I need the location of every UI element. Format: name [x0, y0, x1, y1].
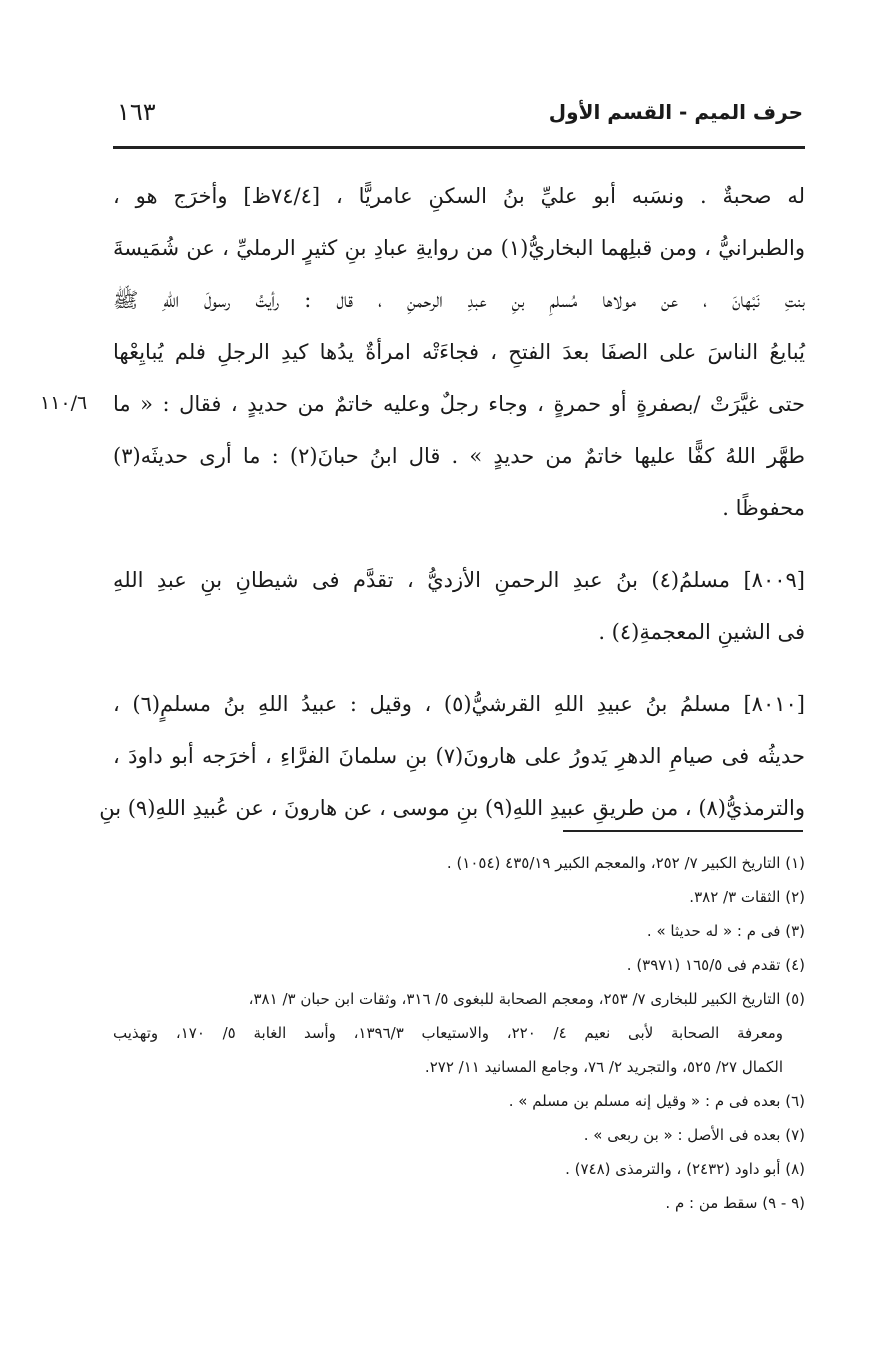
footnote: (٣) فى م : « له حديثا » . — [646, 922, 805, 940]
entry-line: [٨٠٠٩] مسلمُ(٤) بنُ عبدِ الرحمنِ الأزديُّ ، تقدَّم فى شيطانِ بنِ عبدِ اللهِ — [113, 568, 805, 592]
main-text — [99, 170, 805, 834]
footnote-continuation: الكمال ٢٧/ ٥٢٥، والتجريد ٢/ ٧٦، وجامع المسانيد ١١/ ٢٧٢. — [424, 1058, 783, 1076]
entry-line: فى الشينِ المعجمةِ(٤) . — [598, 620, 805, 644]
body-line: بنتِ نَبْهانَ ، عن مولاها مُسلمِ بنِ عبدِ الرحمنِ ، قال : رأيتُ رسولَ اللهِ ﷺ — [113, 288, 805, 312]
footnote: (٦) بعده فى م : « وقيل إنه مسلم بن مسلم » . — [508, 1092, 805, 1110]
entry-8010 — [99, 678, 805, 834]
body-line: له صحبةٌ . ونسَبه أبو عليِّ بنُ السكنِ عامريًّا ، [٧٤/٤ظ] وأخرَج هو ، — [113, 184, 805, 208]
footnotes — [113, 846, 805, 1220]
body-line: طهَّر اللهُ كفًّا عليها خاتمٌ من حديدٍ » . قال ابنُ حبانَ(٢) : ما أرى حديثَه(٣) — [113, 444, 805, 468]
body-line: والطبرانيُّ ، ومن قبلِهما البخاريُّ(١) من روايةِ عبادِ بنِ كثيرٍ الرمليِّ ، عن شُمَيسةَ — [113, 236, 805, 260]
entry-line: [٨٠١٠] مسلمُ بنُ عبيدِ اللهِ القرشيُّ(٥) ، وقيل : عبيدُ اللهِ بنُ مسلمٍ(٦) ، — [113, 692, 805, 716]
page-number: ١٦٣ — [117, 98, 156, 126]
footnote: (٨) أبو داود (٢٤٣٢) ، والترمذى (٧٤٨) . — [565, 1160, 805, 1178]
body-line: حتى غيَّرَتْ /بصفرةٍ أو حمرةٍ ، وجاء رجلٌ وعليه خاتمٌ من حديدٍ ، فقال : « ما — [113, 392, 805, 416]
body-line: يُبايعُ الناسَ على الصفَا بعدَ الفتحِ ، فجاءَتْه امرأةٌ يدُها كيدِ الرجلِ فلم يُبايِعْها — [113, 340, 805, 364]
page-header — [113, 96, 803, 136]
entry-line: والترمذيُّ(٨) ، من طريقِ عبيدِ اللهِ(٩) بنِ موسى ، عن هارونَ ، عن عُبيدِ اللهِ(٩) بنِ — [99, 796, 805, 820]
footnote-continuation: ومعرفة الصحابة لأبى نعيم ٤/ ٢٢٠، والاستيعاب ١٣٩٦/٣، وأسد الغابة ٥/ ١٧٠، وتهذيب — [113, 1024, 783, 1042]
body-line: محفوظًا . — [722, 496, 805, 520]
footnote: (٧) بعده فى الأصل : « بن ربعى » . — [583, 1126, 805, 1144]
entry-8009 — [113, 554, 805, 658]
footnote: (١) التاريخ الكبير ٧/ ٢٥٢، والمعجم الكبير ٤٣٥/١٩ (١٠٥٤) . — [446, 854, 805, 872]
running-title: حرف الميم - القسم الأول — [548, 100, 803, 124]
margin-reference: ١١٠/٦ — [40, 392, 88, 414]
footnote: (٩ - ٩) سقط من : م . — [665, 1194, 805, 1212]
entry-line: حديثُه فى صيامِ الدهرِ يَدورُ على هارونَ(٧) بنِ سلمانَ الفرَّاءِ ، أخرَجه أبو داودَ ، — [113, 744, 805, 768]
footnote: (٢) الثقات ٣/ ٣٨٢. — [689, 888, 805, 906]
footnote-separator — [563, 830, 803, 832]
footnote: (٥) التاريخ الكبير للبخارى ٧/ ٢٥٣، ومعجم الصحابة للبغوى ٥/ ٣١٦، وثقات ابن حبان ٣/ ٣٨١، — [248, 990, 805, 1008]
footnote: (٤) تقدم فى ١٦٥/٥ (٣٩٧١) . — [626, 956, 805, 974]
header-rule — [113, 146, 805, 149]
